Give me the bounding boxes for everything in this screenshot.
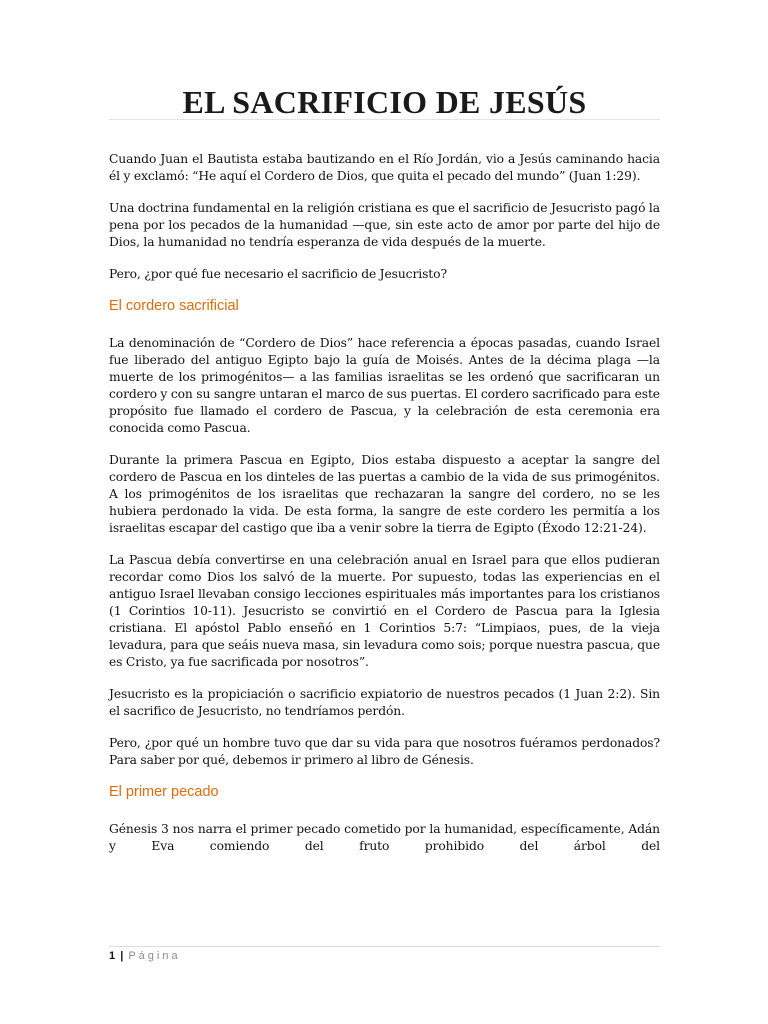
paragraph: La denominación de “Cordero de Dios” hace referencia a épocas pasadas, cuando Israel fue liberado del antiguo Egipto bajo la guía de Moisés. Antes de la décima plaga —la muerte de los primogénitos— a las familias israelitas se les ordenó que sacrificaran un cordero y con su sangre untaran el marco de sus puertas. El cordero sacrificado para este propósito fue llamado el cordero de Pascua, y la celebración de esta ceremonia era conocida como Pascua.	[109, 336, 660, 435]
paragraph: Génesis 3 nos narra el primer pecado cometido por la humanidad, específicamente, Adán y Eva comiendo del fruto prohibido del árbol del	[109, 822, 660, 853]
document-title: EL SACRIFICIO DE JESÚS	[182, 84, 587, 120]
page-footer	[109, 948, 181, 964]
document-body	[109, 151, 660, 870]
paragraph: Pero, ¿por qué fue necesario el sacrificio de Jesucristo?	[109, 267, 447, 281]
section-heading-cordero: El cordero sacrificial	[109, 298, 239, 314]
footer-divider	[109, 946, 660, 947]
paragraph: Jesucristo es la propiciación o sacrificio expiatorio de nuestros pecados (1 Juan 2:2). Sin el sacrifico de Jesucristo, no tendríamos perdón.	[109, 687, 660, 718]
title-divider	[109, 119, 660, 120]
paragraph: Durante la primera Pascua en Egipto, Dios estaba dispuesto a aceptar la sangre del cordero de Pascua en los dinteles de las puertas a cambio de la vida de sus primogénitos. A los primogénitos de los israelitas que rechazaran la sangre del cordero, no se les hubiera perdonado la vida. De esta forma, la sangre de este cordero les permitía a los israelitas escapar del castigo que iba a venir sobre la tierra de Egipto (Éxodo 12:21-24).	[109, 453, 660, 535]
footer-separator: |	[120, 950, 124, 962]
paragraph: La Pascua debía convertirse en una celebración anual en Israel para que ellos pudieran recordar como Dios los salvó de la muerte. Por supuesto, todas las experiencias en el antiguo Israel llevaban consigo lecciones espirituales más importantes para los cristianos (1 Corintios 10-11). Jesucristo se convirtió en el Cordero de Pascua para la Iglesia cristiana. El apóstol Pablo enseñó en 1 Corintios 5:7: “Limpiaos, pues, de la vieja levadura, para que seáis nueva masa, sin levadura como sois; porque nuestra pascua, que es Cristo, ya fue sacrificada por nosotros”.	[109, 553, 660, 669]
paragraph: Una doctrina fundamental en la religión cristiana es que el sacrificio de Jesucristo pagó la pena por los pecados de la humanidad —que, sin este acto de amor por parte del hijo de Dios, la humanidad no tendría esperanza de vida después de la muerte.	[109, 201, 660, 249]
paragraph: Pero, ¿por qué un hombre tuvo que dar su vida para que nosotros fuéramos perdonados? Para saber por qué, debemos ir primero al libro de Génesis.	[109, 736, 660, 767]
section-heading-primer-pecado: El primer pecado	[109, 784, 219, 800]
page-number: 1	[109, 950, 116, 962]
page-label: Página	[128, 950, 181, 962]
paragraph: Cuando Juan el Bautista estaba bautizando en el Río Jordán, vio a Jesús caminando hacia él y exclamó: “He aquí el Cordero de Dios, que quita el pecado del mundo” (Juan 1:29).	[109, 152, 660, 183]
